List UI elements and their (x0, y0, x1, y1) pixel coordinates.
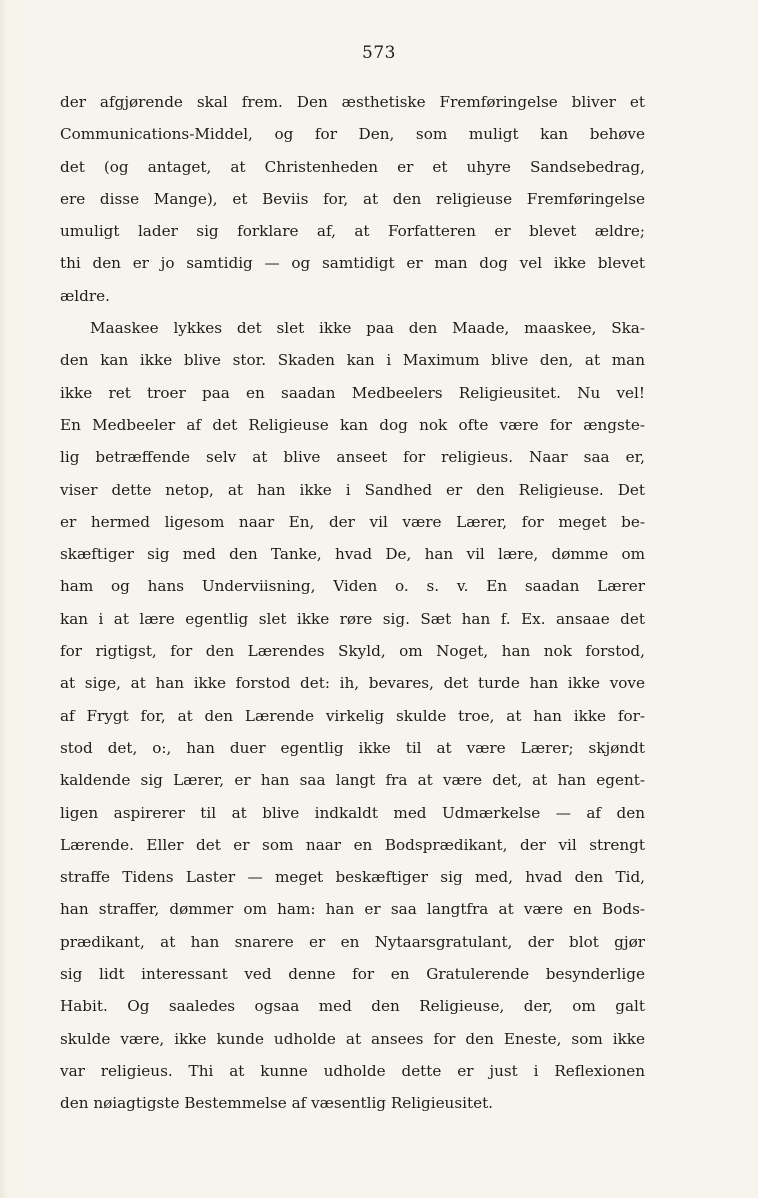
text-line: thi den er jo samtidig — og samtidigt er man dog vel ikke blevet (60, 254, 645, 273)
paragraph (60, 312, 645, 1119)
text-line: for rigtigst, for den Lærendes Skyld, om Noget, han nok forstod, (60, 642, 645, 661)
text-line: straffe Tidens Laster — meget beskæftiger sig med, hvad den Tid, (60, 868, 645, 887)
text-line: Lærende. Eller det er som naar en Bodsprædikant, der vil strengt (60, 835, 645, 854)
page-number: 573 (362, 43, 396, 63)
text-line: kan i at lære egentlig slet ikke røre sig. Sæt han f. Ex. ansaae det (60, 609, 645, 628)
text-line: skulde være, ikke kunde udholde at ansees for den Eneste, som ikke (60, 1029, 645, 1048)
text-line: der afgjørende skal frem. Den æsthetiske Fremføringelse bliver et (60, 93, 645, 111)
text-line: ældre. (60, 286, 110, 305)
text-line: Maaskee lykkes det slet ikke paa den Maade, maaskee, Ska- (90, 319, 645, 338)
text-line: ligen aspirerer til at blive indkaldt med Udmærkelse — af den (60, 803, 645, 822)
text-line: prædikant, at han snarere er en Nytaarsgratulant, der blot gjør (60, 932, 645, 951)
body-text (60, 86, 645, 1120)
text-line: at sige, at han ikke forstod det: ih, bevares, det turde han ikke vove (60, 674, 645, 693)
text-line: den nøiagtigste Bestemmelse af væsentlig Religieusitet. (60, 1094, 494, 1113)
text-line: umuligt lader sig forklare af, at Forfatteren er blevet ældre; (60, 222, 645, 241)
text-line: kaldende sig Lærer, er han saa langt fra at være det, at han egent- (60, 771, 645, 790)
text-line: ikke ret troer paa en saadan Medbeelers Religieusitet. Nu vel! (60, 383, 645, 402)
text-line: Habit. Og saaledes ogsaa med den Religieuse, der, om galt (60, 997, 645, 1016)
text-line: det (og antaget, at Christenheden er et uhyre Sandsebedrag, (60, 157, 645, 176)
text-line: den kan ikke blive stor. Skaden kan i Maximum blive den, at man (60, 351, 645, 370)
text-line: var religieus. Thi at kunne udholde dette er just i Reflexionen (60, 1061, 645, 1080)
text-line: lig betræffende selv at blive anseet for religieus. Naar saa er, (60, 448, 645, 467)
text-line: viser dette netop, at han ikke i Sandhed er den Religieuse. Det (60, 480, 645, 499)
text-line: En Medbeeler af det Religieuse kan dog nok ofte være for ængste- (60, 415, 645, 434)
paragraph (60, 86, 645, 312)
text-line: han straffer, dømmer om ham: han er saa langtfra at være en Bods- (60, 900, 645, 919)
text-line: af Frygt for, at den Lærende virkelig skulde troe, at han ikke for- (60, 706, 645, 725)
text-line: stod det, o:, han duer egentlig ikke til at være Lærer; skjøndt (60, 738, 645, 757)
text-line: Communications-Middel, og for Den, som muligt kan behøve (60, 125, 645, 144)
text-line: ham og hans Underviisning, Viden o. s. v. En saadan Lærer (60, 577, 645, 596)
text-line: er hermed ligesom naar En, der vil være Lærer, for meget be- (60, 512, 645, 531)
text-line: ere disse Mange), et Beviis for, at den religieuse Fremføringelse (60, 189, 645, 208)
text-line: skæftiger sig med den Tanke, hvad De, han vil lære, dømme om (60, 545, 645, 564)
text-line: sig lidt interessant ved denne for en Gratulerende besynderlige (60, 965, 645, 984)
